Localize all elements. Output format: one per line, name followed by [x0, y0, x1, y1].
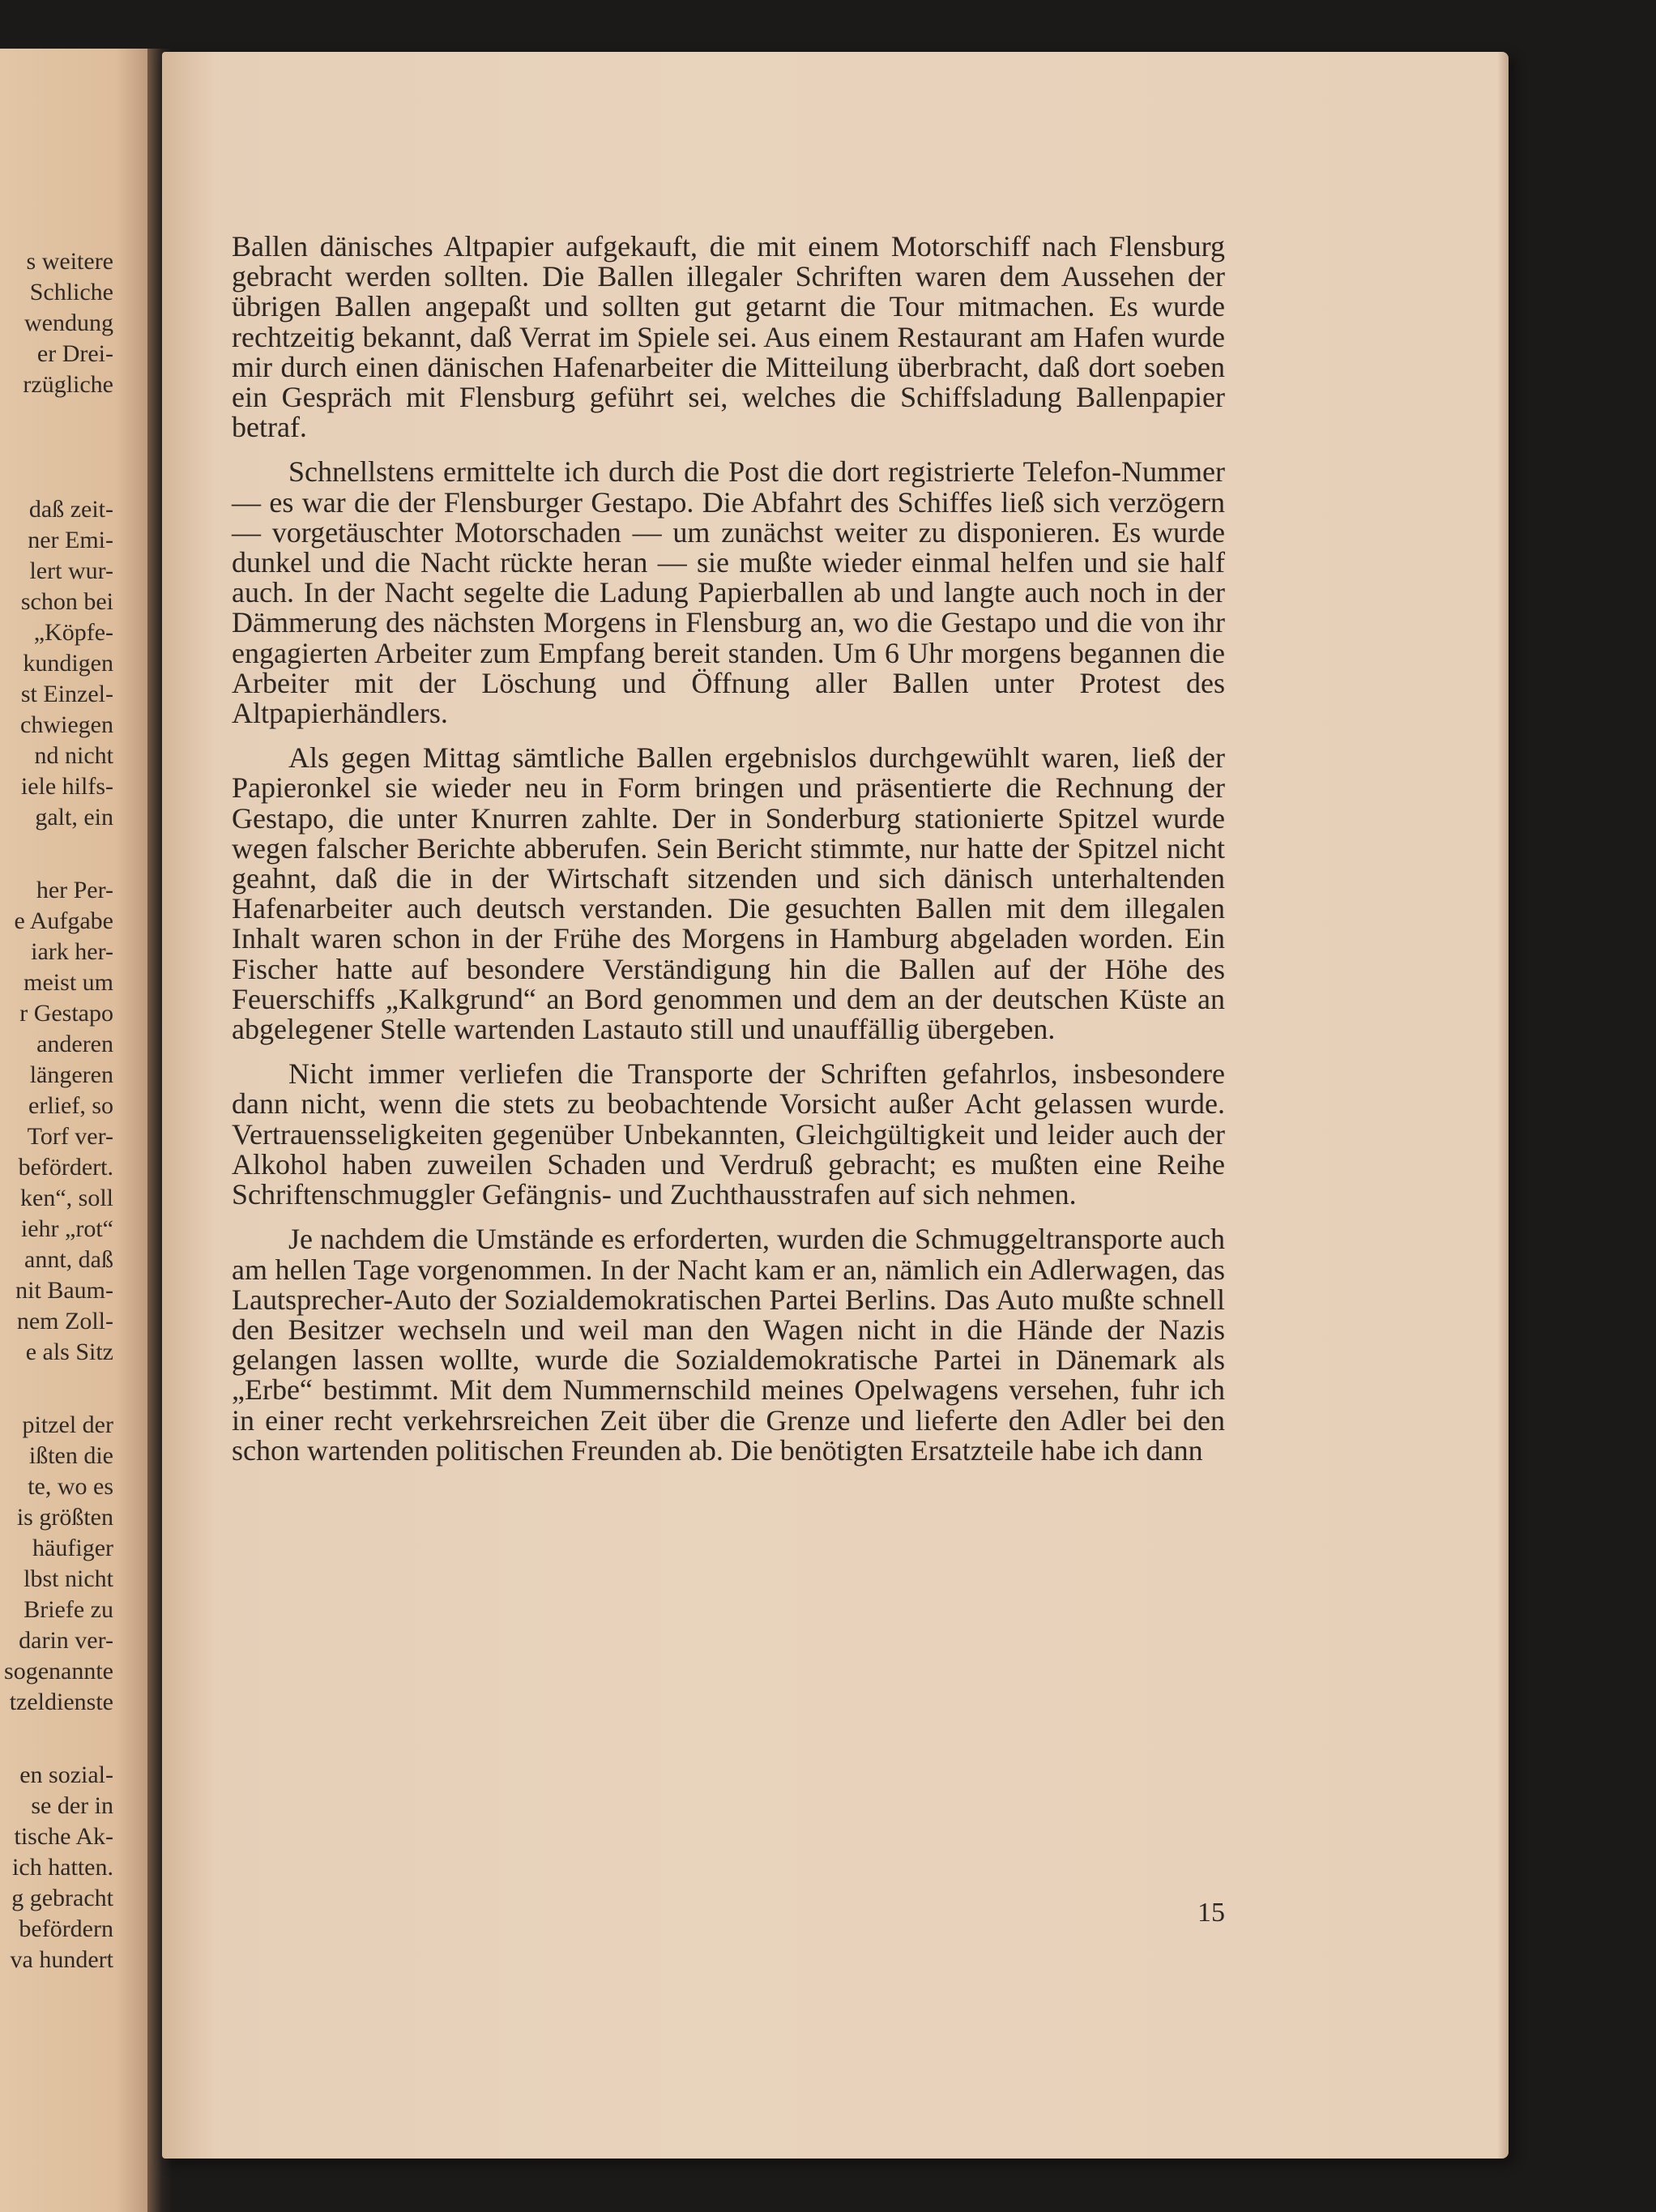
previous-page-line: se der in: [31, 1792, 113, 1819]
previous-page-line: rzügliche: [23, 371, 113, 398]
previous-page-line: galt, ein: [35, 804, 113, 831]
previous-page-line: befördern: [19, 1915, 113, 1942]
previous-page-line: Torf ver-: [27, 1123, 113, 1150]
previous-page-line: ißten die: [28, 1442, 113, 1469]
previous-page: [0, 49, 154, 2212]
previous-page-line: ich hatten.: [12, 1854, 113, 1881]
previous-page-line: häufiger: [32, 1535, 113, 1561]
previous-page-line: nit Baum-: [15, 1277, 113, 1304]
previous-page-line: Briefe zu: [23, 1596, 113, 1623]
previous-page-line: sogenannte: [4, 1658, 113, 1685]
page-body-text: [232, 232, 1225, 1466]
previous-page-line: tische Ak-: [14, 1823, 113, 1850]
previous-page-line: erlief, so: [28, 1092, 113, 1119]
previous-page-line: s weitere: [26, 248, 113, 275]
previous-page-line: st Einzel-: [20, 681, 113, 707]
previous-page-line: e Aufgabe: [14, 907, 113, 934]
previous-page-line: meist um: [23, 969, 113, 996]
previous-page-line: lbst nicht: [23, 1565, 113, 1592]
paragraph: Schnellstens ermittelte ich durch die Post die dort registrierte Telefon-Nummer — es war die der Flensburger Gestapo. Die Abfahrt des Schiffes ließ sich verzögern — vorgetäuschter Motorschaden — um zunächst weiter zu disponieren. Es wurde dunkel und die Nacht rückte heran — sie mußte wieder einmal helfen und sie half auch. In der Nacht segelte die Ladung Papierballen ab und langte auch noch in der Dämmerung des nächsten Morgens in Flensburg an, wo die Gestapo und die von ihr engagierten Arbeiter zum Empfang bereit standen. Um 6 Uhr morgens begannen die Arbeiter mit der Löschung und Öffnung aller Ballen unter Protest des Altpapierhändlers.: [232, 455, 1225, 730]
previous-page-line: lert wur-: [29, 557, 113, 584]
book-page: [162, 52, 1509, 2159]
previous-page-line: iark her-: [31, 938, 113, 965]
paragraph: Nicht immer verliefen die Transporte der Schriften gefahrlos, insbesondere dann nicht, wenn die stets zu beobachtende Vorsicht außer Acht gelassen wurde. Vertrauensseligkeiten gegenüber Unbekannten, Gleichgültigkeit und leider auch der Alkohol haben zuweilen Schaden und Verdruß gebracht; es mußten eine Reihe Schriftenschmuggler Gefängnis- und Zuchthausstrafen auf sich nehmen.: [232, 1057, 1225, 1211]
previous-page-line: befördert.: [18, 1154, 113, 1181]
previous-page-line: r Gestapo: [19, 1000, 113, 1027]
previous-page-line: nem Zoll-: [16, 1308, 113, 1334]
previous-page-line: pitzel der: [22, 1411, 113, 1438]
paragraph: Ballen dänisches Altpapier aufgekauft, die mit einem Motorschiff nach Flensburg gebracht werden sollten. Die Ballen illegaler Schriften waren dem Aussehen der übrigen Ballen angepaßt und sollten gut getarnt die Tour mitmachen. Es wurde rechtzeitig bekannt, daß Verrat im Spiele sei. Aus einem Restaurant am Hafen wurde mir durch einen dänischen Hafenarbeiter die Mitteilung überbracht, daß dort soeben ein Gespräch mit Flensburg geführt sei, welches die Schiffsladung Ballenpapier betraf.: [232, 230, 1225, 444]
previous-page-line: chwiegen: [20, 711, 113, 738]
previous-page-line: g gebracht: [11, 1885, 113, 1911]
previous-page-line: daß zeit-: [28, 496, 113, 523]
previous-page-line: ner Emi-: [28, 527, 113, 553]
paragraph: Je nachdem die Umstände es erforderten, wurden die Schmuggeltransporte auch am hellen Tage vorgenommen. In der Nacht kam er an, nämlich ein Adlerwagen, das Lautsprecher-Auto der Sozialdemokratischen Partei Berlins. Das Auto mußte schnell den Besitzer wechseln und weil man den Wagen nicht in die Hände der Nazis gelangen lassen wollte, wurde die Sozialdemokratische Partei in Dänemark als „Erbe“ bestimmt. Mit dem Nummernschild meines Opelwagens versehen, fuhr ich in einer recht verkehrsreichen Zeit über die Grenze und lieferte den Adler bei den schon wartenden politischen Freunden ab. Die benötigten Ersatzteile habe ich dann: [232, 1223, 1225, 1467]
previous-page-line: „Köpfe-: [33, 619, 113, 646]
previous-page-line: längeren: [29, 1061, 113, 1088]
previous-page-line: iehr „rot“: [20, 1215, 113, 1242]
previous-page-line: is größten: [16, 1504, 113, 1531]
previous-page-line: va hundert: [10, 1946, 113, 1973]
previous-page-line: darin ver-: [19, 1627, 113, 1654]
previous-page-line: annt, daß: [24, 1246, 113, 1273]
previous-page-line: wendung: [24, 310, 113, 336]
previous-page-line: kundigen: [23, 650, 113, 677]
page-number: 15: [1197, 1898, 1225, 1928]
previous-page-line: en sozial-: [19, 1761, 113, 1788]
previous-page-line: schon bei: [20, 588, 113, 615]
previous-page-line: iele hilfs-: [20, 773, 113, 800]
previous-page-line: ken“, soll: [20, 1185, 113, 1211]
previous-page-line: nd nicht: [34, 742, 113, 769]
previous-page-line: Schliche: [29, 279, 113, 305]
page-edge-shadow: [1497, 52, 1509, 2159]
previous-page-line: anderen: [36, 1031, 113, 1057]
previous-page-line: er Drei-: [36, 340, 113, 367]
paragraph: Als gegen Mittag sämtliche Ballen ergebnislos durchgewühlt waren, ließ der Papieronkel sie wieder neu in Form bringen und präsentierte die Rechnung der Gestapo, die unter Knurren zahlte. Der in Sonderburg stationierte Spitzel wurde wegen falscher Berichte abberufen. Sein Bericht stimmte, nur hatte der Spitzel nicht geahnt, daß die in der Wirtschaft sitzenden und sich dänisch unterhaltenden Hafenarbeiter auch deutsch verstanden. Die gesuchten Ballen mit dem illegalen Inhalt waren schon in der Frühe des Morgens in Hamburg abgeladen worden. Ein Fischer hatte auf besondere Verständigung hin die Ballen auf der Höhe des Feuerschiffs „Kalkgrund“ an Bord genommen und dem an der deutschen Küste an abgelegener Stelle wartenden Lastauto still und unauffällig übergeben.: [232, 741, 1225, 1046]
previous-page-line: te, wo es: [28, 1473, 113, 1500]
previous-page-line: tzeldienste: [9, 1689, 113, 1715]
previous-page-line: her Per-: [36, 877, 113, 903]
previous-page-line: e als Sitz: [25, 1339, 113, 1365]
